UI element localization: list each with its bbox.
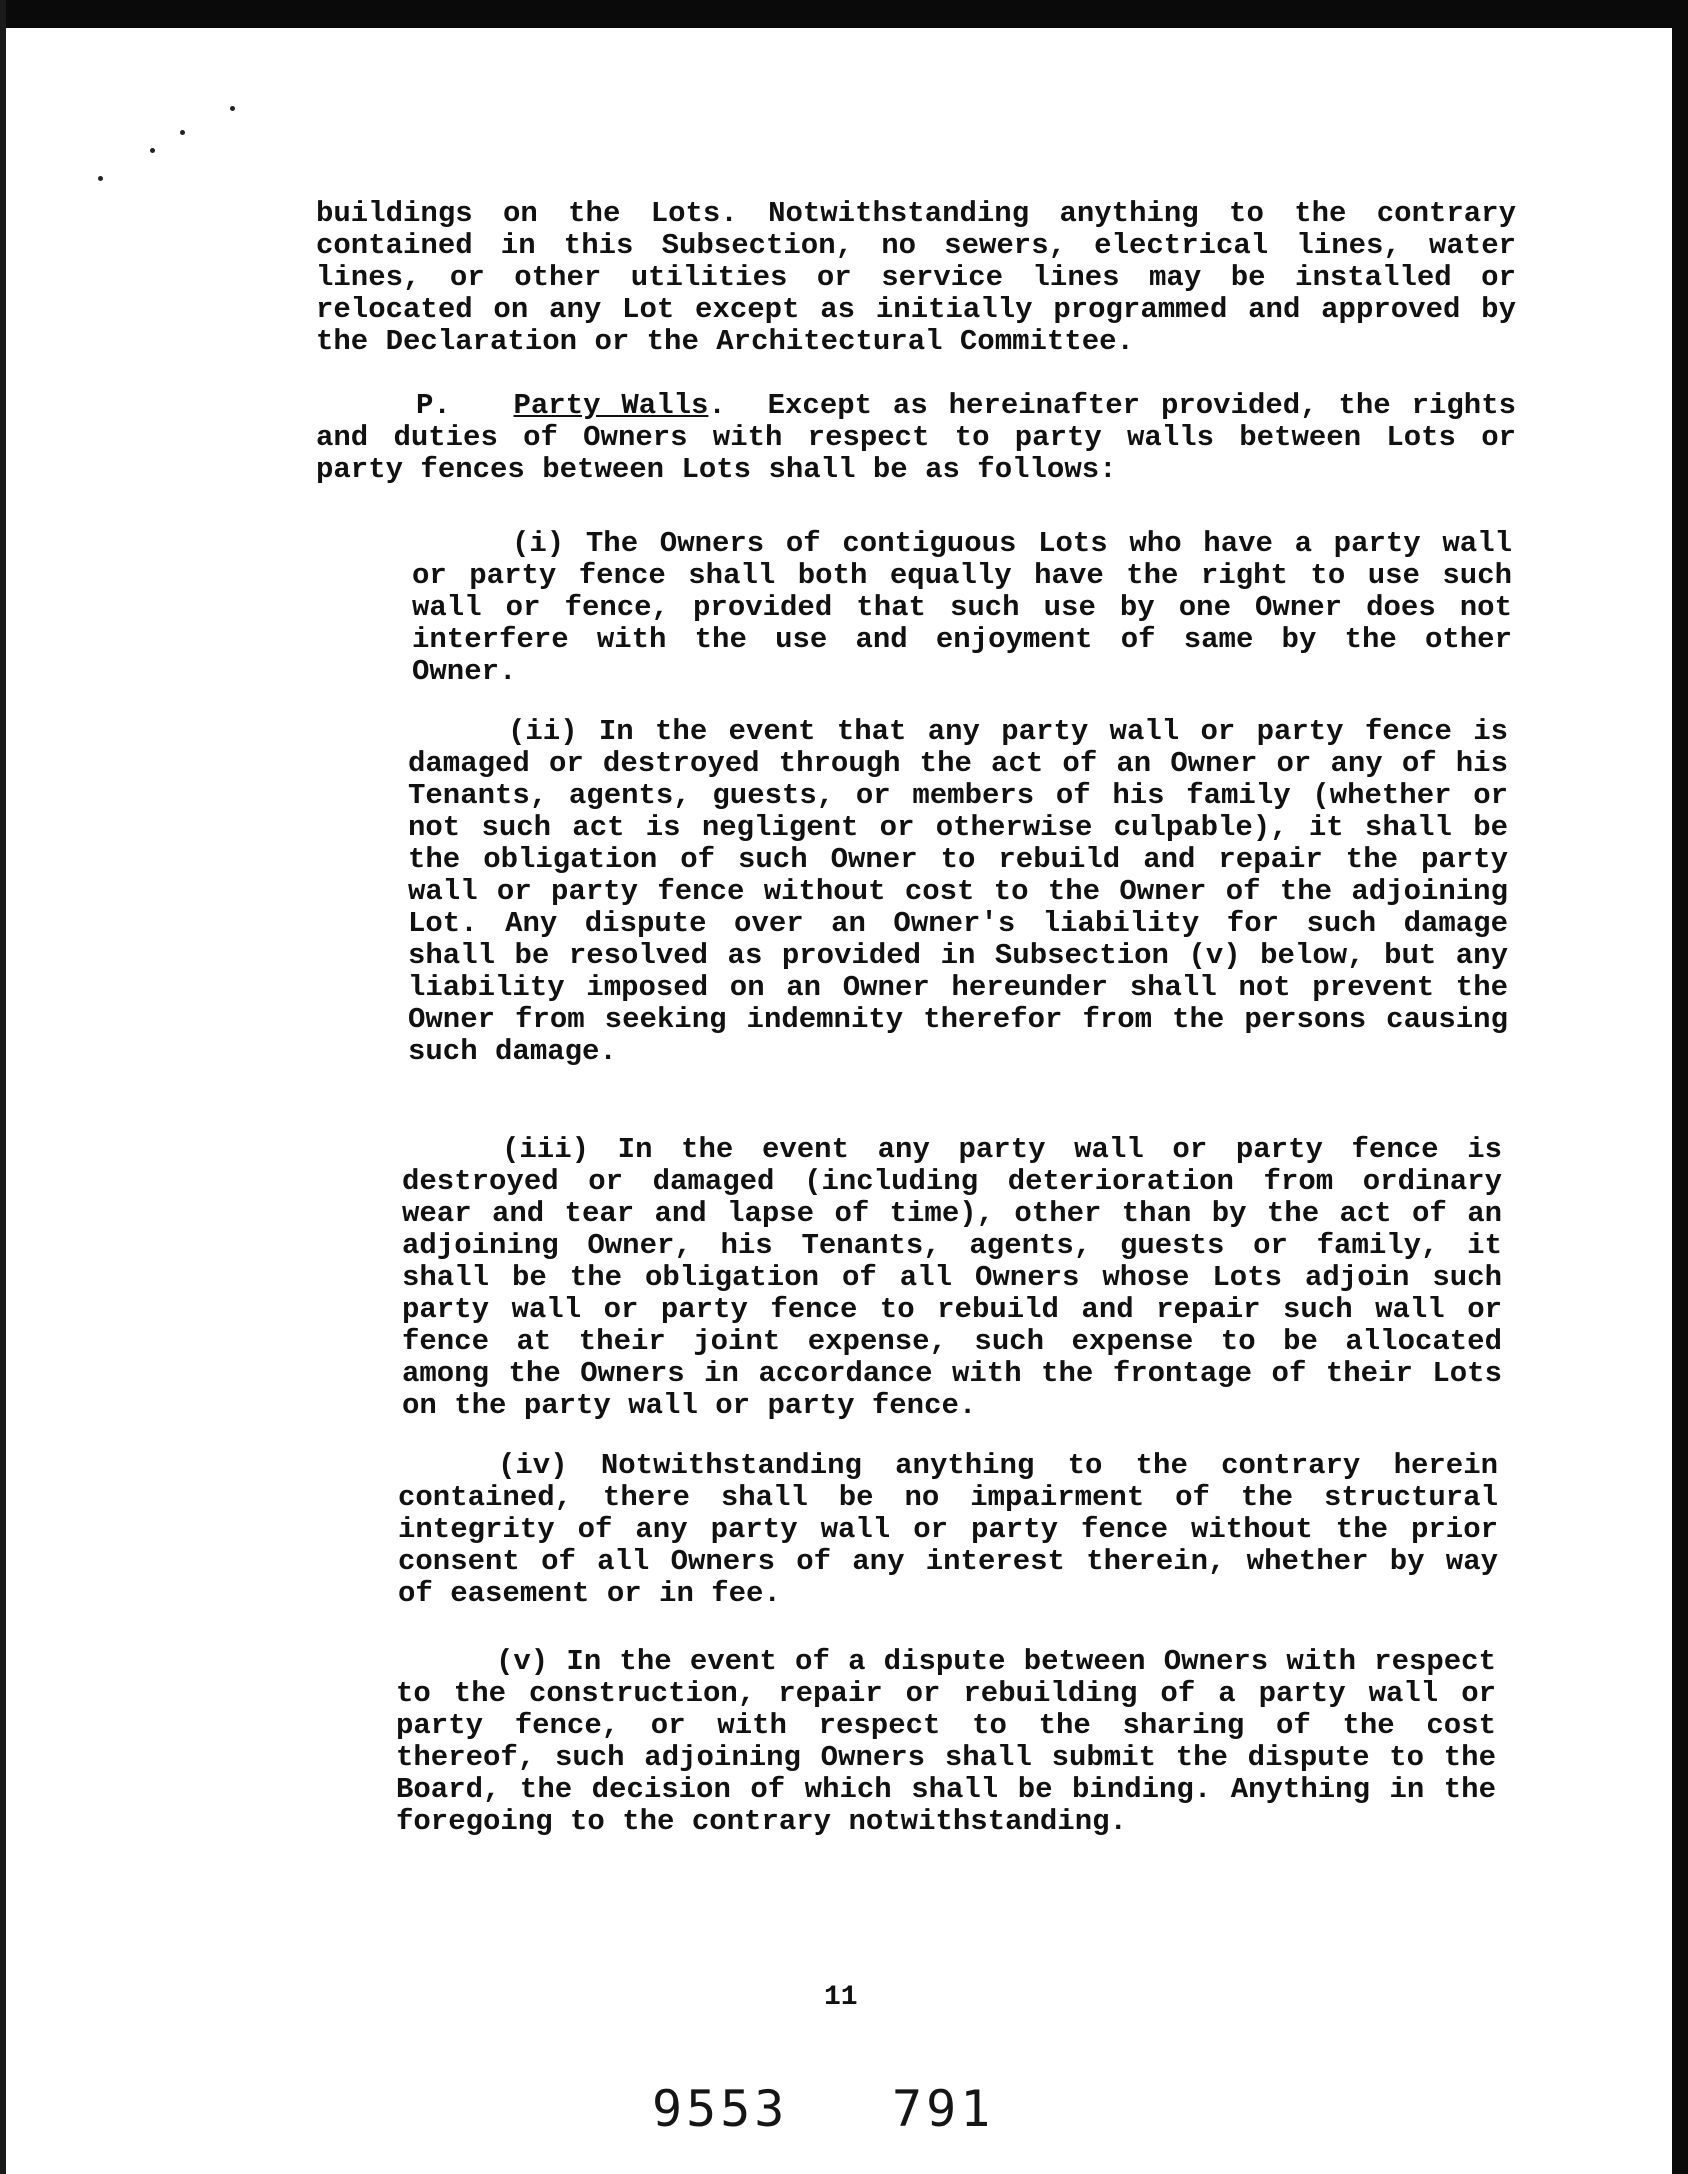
scan-speck (98, 176, 103, 181)
footer-document-number: 9553 (652, 2080, 789, 2138)
subsection-i-text: (i) The Owners of contiguous Lots who have a party wall or party fence shall both equally have the right to use such wall or fence, provided that such use by one Owner does not interfere with the use and enjoyment of same by the other Owner. (412, 527, 1512, 688)
subsection-ii-text: (ii) In the event that any party wall or party fence is damaged or destroyed through the act of an Owner or any of his Tenants, agents, guests, or members of his family (whether or not such act is negligent or otherwise culpable), it shall be the obligation of such Owner to rebuild and repair the party wall or party fence without cost to the Owner of the adjoining Lot. Any dispute over an Owner's liability for such damage shall be resolved as provided in Subsection (v) below, but any liability imposed on an Owner hereunder shall not prevent the Owner from seeking indemnity therefor from the persons causing such damage. (408, 715, 1508, 1068)
subsection-v (396, 1646, 1496, 1838)
scan-speck (180, 130, 185, 135)
scan-border-right (1672, 0, 1688, 2174)
scan-speck (230, 106, 235, 111)
subsection-iii-text: (iii) In the event any party wall or party fence is destroyed or damaged (including deterioration from ordinary wear and tear and lapse of time), other than by the act of an adjoining Owner, his Tenants, agents, guests or family, it shall be the obligation of all Owners whose Lots adjoin such party wall or party fence to rebuild and repair such wall or fence at their joint expense, such expense to be allocated among the Owners in accordance with the frontage of their Lots on the party wall or party fence. (402, 1133, 1502, 1422)
subsection-v-text: (v) In the event of a dispute between Owners with respect to the construction, repair or rebuilding of a party wall or party fence, or with respect to the sharing of the cost thereof, such adjoining Owners shall submit the dispute to the Board, the decision of which shall be binding. Anything in the foregoing to the contrary notwithstanding. (396, 1645, 1496, 1838)
subsection-i (412, 528, 1512, 688)
intro-paragraph (316, 198, 1516, 358)
section-p (316, 390, 1516, 486)
page-number: 11 (824, 1982, 858, 2013)
footer-page-code: 791 (892, 2080, 995, 2138)
intro-paragraph-text: buildings on the Lots. Notwithstanding anything to the contrary contained in this Subsection, no sewers, electrical lines, water lines, or other utilities or service lines may be installed or relocated on any Lot except as initially programmed and approved by the Declaration or the Architectural Committee. (316, 197, 1516, 358)
subsection-ii (408, 716, 1508, 1068)
section-p-letter: P. (416, 389, 451, 422)
subsection-iii (402, 1134, 1502, 1422)
section-p-heading: Party Walls (513, 389, 709, 422)
scan-speck (150, 148, 155, 153)
scan-border-left (0, 0, 6, 2174)
subsection-iv-text: (iv) Notwithstanding anything to the contrary herein contained, there shall be no impairment of the structural integrity of any party wall or party fence without the prior consent of all Owners of any interest therein, whether by way of easement or in fee. (398, 1449, 1498, 1610)
section-p-text: Except as hereinafter provided, the rights and duties of Owners with respect to party walls between Lots or party fences between Lots shall be as follows: (316, 389, 1516, 486)
section-p-paragraph: P. Party Walls. Except as hereinafter provided, the rights and duties of Owners with respect to party walls between Lots or party fences between Lots shall be as follows: (316, 389, 1516, 486)
scan-border-top (0, 0, 1688, 28)
subsection-iv (398, 1450, 1498, 1610)
